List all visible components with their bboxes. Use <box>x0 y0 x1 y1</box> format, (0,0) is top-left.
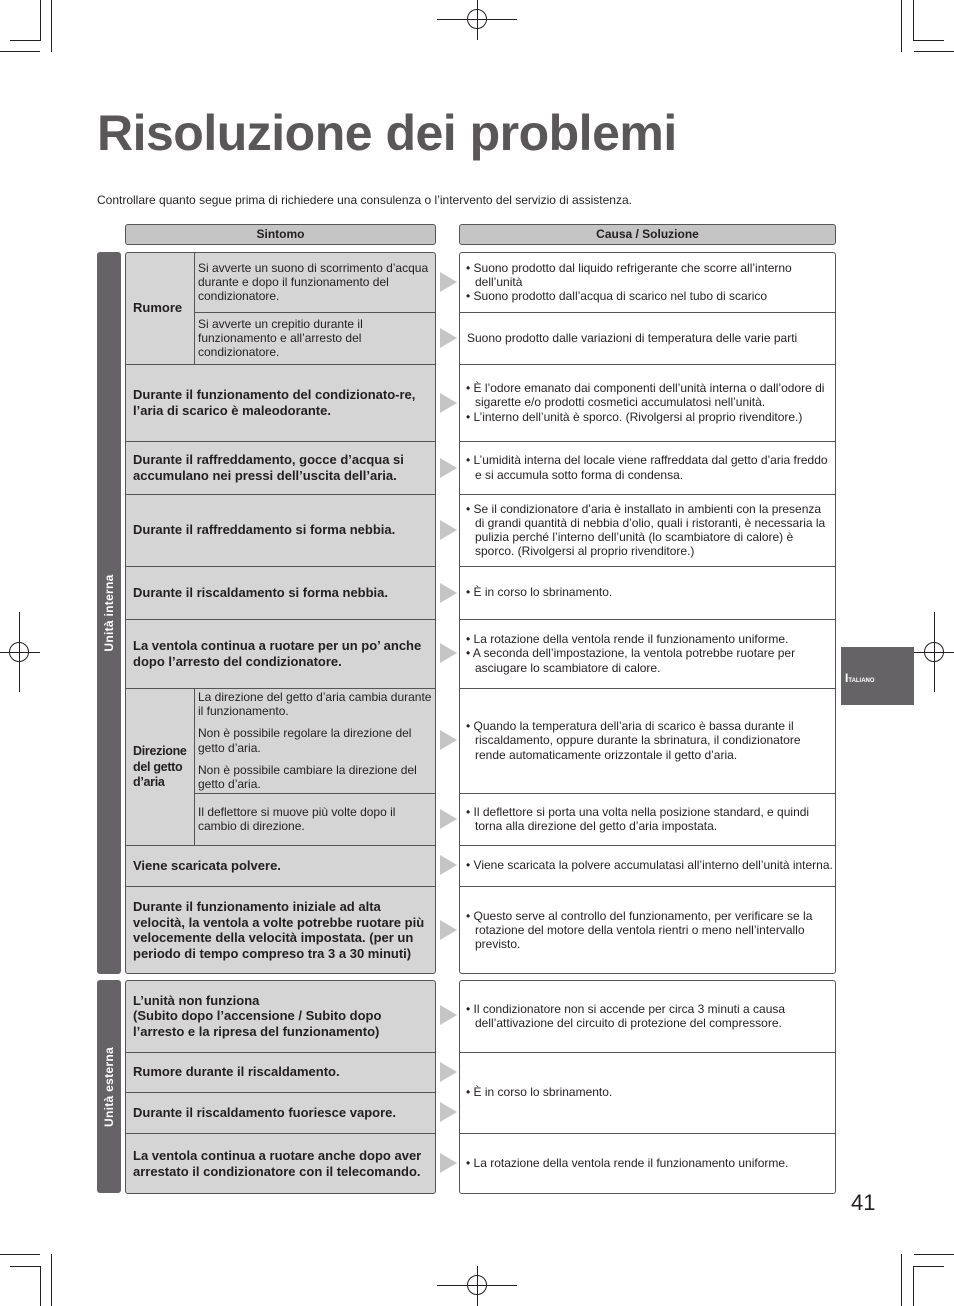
cause-non-funziona <box>459 980 836 1052</box>
crop-mark <box>10 40 41 41</box>
symptom-ventola-esterna: La ventola continua a ruotare anche dopo aver arrestato il condizionatore con il telecomando. <box>133 1148 422 1179</box>
cause-item: • L’interno dell’unità è sporco. (Rivolgersi al proprio rivenditore.) <box>466 409 803 424</box>
cause-item: Suono prodotto dalle variazioni di temperatura delle varie parti <box>467 330 798 345</box>
crop-mark <box>913 1266 944 1267</box>
symptom-non-funziona <box>125 980 436 1052</box>
symptom-direzione-category: Direzione del getto d’aria <box>133 744 187 790</box>
symptom-direzione-deflettore <box>194 793 436 845</box>
arrow-icon <box>440 1005 457 1025</box>
language-initial: I <box>845 671 849 685</box>
cause-item: • È in corso lo sbrinamento. <box>466 585 613 600</box>
symptom-text: Si avverte un suono di scorrimento d’acqua durante e dopo il funzionamento del condizionatore. <box>198 260 429 304</box>
symptom-nebbia-raffreddamento: Durante il raffreddamento si forma nebbia. <box>133 522 396 538</box>
crop-mark <box>40 0 41 40</box>
cause-item: • Se il condizionatore d’aria è installato in ambienti con la presenza di grandi quantità di nebbia d’olio, quali i ristoranti, è necessaria la pulizia perché l’interno dell’unità (lo scambiatore di calore) è sporco. (Rivolgersi al proprio rivenditore.) <box>466 501 826 559</box>
symptom-vapore: Durante il riscaldamento fuoriesce vapore. <box>133 1104 396 1120</box>
cause-sbrinamento-esterna <box>459 1052 836 1133</box>
symptom-line: (Subito dopo l’accensione / Subito dopo l’arresto e la ripresa del funzionamento) <box>133 1008 382 1039</box>
symptom-text: Non è possibile regolare la direzione del getto d’aria. <box>198 726 412 755</box>
header-cause: Causa / Soluzione <box>459 224 836 245</box>
arrow-icon <box>440 920 457 940</box>
cause-item: • La rotazione della ventola rende il funzionamento uniforme. <box>466 632 789 647</box>
registration-line <box>477 1266 478 1306</box>
registration-line <box>0 652 40 653</box>
arrow-icon <box>440 328 457 348</box>
crop-mark <box>51 1254 52 1306</box>
cause-item: • Questo serve al controllo del funzionamento, per verificare se la rotazione del motore della ventola rientri o meno nell’intervallo previsto. <box>466 908 813 952</box>
symptom-line: L’unità non funziona <box>133 992 260 1008</box>
header-symptom: Sintomo <box>125 224 436 245</box>
cause-item: • È in corso lo sbrinamento. <box>466 1085 613 1100</box>
symptom-ventola: La ventola continua a ruotare per un po’ anche dopo l’arresto del condizionatore. <box>133 638 422 669</box>
cause-odore <box>459 364 836 441</box>
symptom-text: Il deflettore si muove più volte dopo il cambio di direzione. <box>198 804 396 833</box>
section-label-indoor-text: Unità interna <box>102 574 116 652</box>
symptom-nebbia-riscaldamento: Durante il riscaldamento si forma nebbia. <box>133 584 389 600</box>
cause-ventola-esterna <box>459 1133 836 1194</box>
cause-rumore-crackle <box>459 312 836 364</box>
section-label-indoor <box>97 252 121 974</box>
symptom-text: La direzione del getto d’aria cambia durante il funzionamento. <box>198 689 432 719</box>
arrow-icon <box>440 272 457 292</box>
crop-mark <box>913 1266 914 1306</box>
crop-mark <box>51 0 52 52</box>
arrow-icon <box>440 855 457 875</box>
symptom-alta-velocita: Durante il funzionamento iniziale ad alta velocità, la ventola a volte potrebbe ruotare più velocemente della velocità impostata. (per un periodo di tempo compreso tra 3 a 30 minuti) <box>133 899 425 961</box>
arrow-icon <box>440 730 457 750</box>
page-title: Risoluzione dei problemi <box>97 105 677 161</box>
crop-mark <box>0 51 40 52</box>
section-label-outdoor <box>97 980 121 1193</box>
cause-item: • Viene scaricata la polvere accumulatasi all’interno dell’unità interna. <box>466 858 833 873</box>
arrow-icon <box>440 520 457 540</box>
crop-mark <box>913 0 914 40</box>
arrow-icon <box>440 809 457 829</box>
cause-nebbia-raffreddamento <box>459 494 836 566</box>
symptom-rumore-water <box>194 252 436 312</box>
section-label-outdoor-text: Unità esterna <box>102 1046 116 1127</box>
cause-deflettore <box>459 793 836 845</box>
cause-item: • Quando la temperatura dell’aria di scarico è bassa durante il riscaldamento, oppure durante la sbrinatura, il condizionatore rende automaticamente orizzontale il getto d’aria. <box>466 719 801 762</box>
cause-ventola <box>459 619 836 688</box>
cause-nebbia-riscaldamento <box>459 566 836 619</box>
symptom-text: Si avverte un crepitio durante il funzionamento e all’arresto del condizionatore. <box>198 316 363 360</box>
cause-item: • Il deflettore si porta una volta nella posizione standard, e quindi torna alla direzione del getto d’aria impostata. <box>466 804 810 833</box>
crop-mark <box>914 51 954 52</box>
symptom-gocce: Durante il raffreddamento, gocce d’acqua si accumulano nei pressi dell’uscita dell’aria. <box>133 452 404 483</box>
arrow-icon <box>440 458 457 478</box>
symptom-polvere: Viene scaricata polvere. <box>133 857 281 873</box>
arrow-icon <box>440 1102 457 1122</box>
symptom-rumore-riscaldamento: Rumore durante il riscaldamento. <box>133 1064 340 1080</box>
symptom-text: Non è possibile cambiare la direzione del getto d’aria. <box>198 762 417 791</box>
arrow-icon <box>440 393 457 413</box>
symptom-rumore-category: Rumore <box>133 300 183 316</box>
arrow-icon <box>440 643 457 663</box>
cause-item: • Suono prodotto dal liquido refrigerante che scorre all’interno dell’unità <box>466 260 792 289</box>
arrow-icon <box>440 1153 457 1173</box>
crop-mark <box>913 40 944 41</box>
cause-rumore-water <box>459 252 836 312</box>
registration-line <box>19 612 20 692</box>
language-tab <box>841 647 914 705</box>
symptom-direzione-list <box>194 688 436 793</box>
cause-item: • Il condizionatore non si accende per circa 3 minuti a causa dell’attivazione del circuito di protezione del compressore. <box>466 1001 786 1030</box>
crop-mark <box>901 0 902 52</box>
cause-direzione <box>459 688 836 793</box>
cause-item: • È l’odore emanato dai componenti dell’unità interna o dall’odore di sigarette e/o prodotti cosmetici accumulatosi nell’unità. <box>466 381 825 410</box>
registration-line <box>934 612 935 692</box>
page-number: 41 <box>851 1190 876 1215</box>
crop-mark <box>901 1254 902 1306</box>
cause-alta-velocita <box>459 886 836 974</box>
language-rest: TALIANO <box>848 678 875 684</box>
intro-text: Controllare quanto segue prima di richiedere una consulenza o l’intervento del servizio di assistenza. <box>97 193 632 207</box>
cause-item: • A seconda dell’impostazione, la ventola potrebbe ruotare per asciugare lo scambiatore di calore. <box>466 646 796 675</box>
crop-mark <box>10 1266 41 1267</box>
crop-mark <box>914 1254 954 1255</box>
cause-item: • L’umidità interna del locale viene raffreddata dal getto d’aria freddo e si accumula sotto forma di condensa. <box>466 453 828 482</box>
crop-mark <box>40 1266 41 1306</box>
cause-gocce <box>459 441 836 494</box>
cause-polvere <box>459 845 836 886</box>
cause-item: • Suono prodotto dall’acqua di scarico nel tubo di scarico <box>466 289 768 304</box>
crop-mark <box>0 1254 40 1255</box>
symptom-rumore-crackle <box>194 312 436 364</box>
arrow-icon <box>440 583 457 603</box>
arrow-icon <box>440 1062 457 1082</box>
registration-line <box>477 0 478 40</box>
symptom-odore: Durante il funzionamento del condizionato-re, l’aria di scarico è maleodorante. <box>133 387 416 418</box>
cause-item: • La rotazione della ventola rende il funzionamento uniforme. <box>466 1156 789 1171</box>
